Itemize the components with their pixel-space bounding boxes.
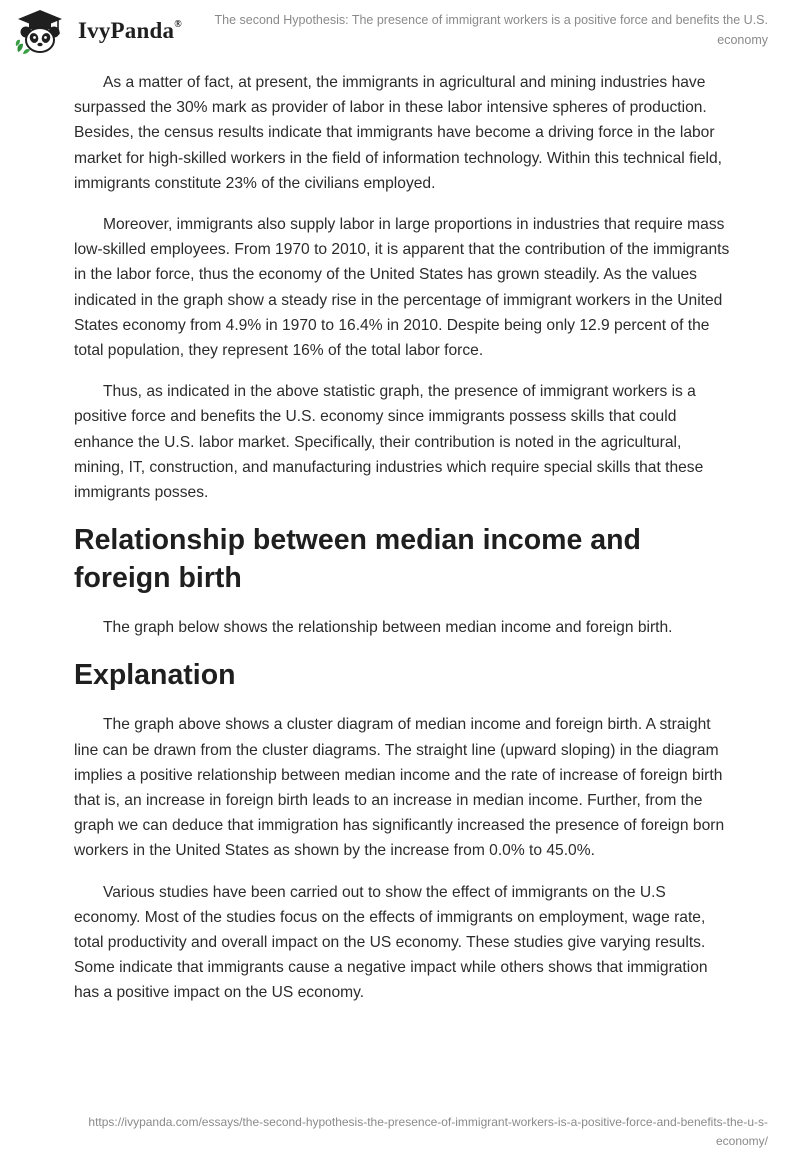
article-body: [74, 70, 734, 1022]
heading-explanation: Explanation: [74, 659, 236, 692]
panda-graduate-icon: [14, 8, 66, 56]
document-title: The second Hypothesis: The presence of immigrant workers is a positive force and benefits the U.S. economy: [214, 13, 768, 47]
heading-median-income: Relationship between median income and foreign birth: [74, 524, 641, 595]
page-header: [0, 0, 800, 60]
ivypanda-logo[interactable]: [14, 8, 199, 56]
paragraph-6: Various studies have been carried out to show the effect of immigrants on the U.S economy. Most of the studies focus on the effects of immigrants on employment, wage rate, total productivity and overall impact on the US economy. These studies give varying results. Some indicate that immigrants cause a negative impact while others shows that immigration has a positive impact on the US economy.: [74, 883, 708, 1002]
brand-name: IvyPanda®: [78, 18, 182, 43]
paragraph-3: Thus, as indicated in the above statistic graph, the presence of immigrant workers is a positive force and benefits the U.S. economy since immigrants possess skills that could enhance the U.S. labor market. Specifically, their contribution is noted in the agricultural, mining, IT, construction, and manufacturing industries which require special skills that these immigrants posses.: [74, 383, 704, 502]
paragraph-5: The graph above shows a cluster diagram of median income and foreign birth. A straight line can be drawn from the cluster diagrams. The straight line (upward sloping) in the diagram implies a positive relationship between median income and the rate of increase of foreign birth that is, an increase in foreign birth leads to an increase in median income. Further, from the graph we can deduce that immigration has significantly increased the presence of foreign born workers in the United States as shown by the increase from 0.0% to 45.0%.: [74, 716, 725, 860]
paragraph-1: As a matter of fact, at present, the immigrants in agricultural and mining industries have surpassed the 30% mark as provider of labor in these labor intensive spheres of production. Besides, the census results indicate that immigrants have become a driving force in the labor market for high-skilled workers in the field of information technology. Within this technical field, immigrants constitute 23% of the civilians employed.: [74, 74, 723, 192]
paragraph-4: The graph below shows the relationship between median income and foreign birth.: [103, 619, 673, 637]
source-url[interactable]: https://ivypanda.com/essays/the-second-hypothesis-the-presence-of-immigrant-workers-is-a-positive-force-and-benefits-the-u-s-economy/: [88, 1115, 768, 1148]
paragraph-2: Moreover, immigrants also supply labor in large proportions in industries that require mass low-skilled employees. From 1970 to 2010, it is apparent that the contribution of the immigrants in the labor force, thus the economy of the United States has grown steadily. As the values indicated in the graph show a steady rise in the percentage of immigrant workers in the United States economy from 4.9% in 1970 to 16.4% in 2010. Despite being only 12.9 percent of the total population, they represent 16% of the total labor force.: [74, 216, 730, 360]
registered-mark: ®: [174, 19, 182, 30]
